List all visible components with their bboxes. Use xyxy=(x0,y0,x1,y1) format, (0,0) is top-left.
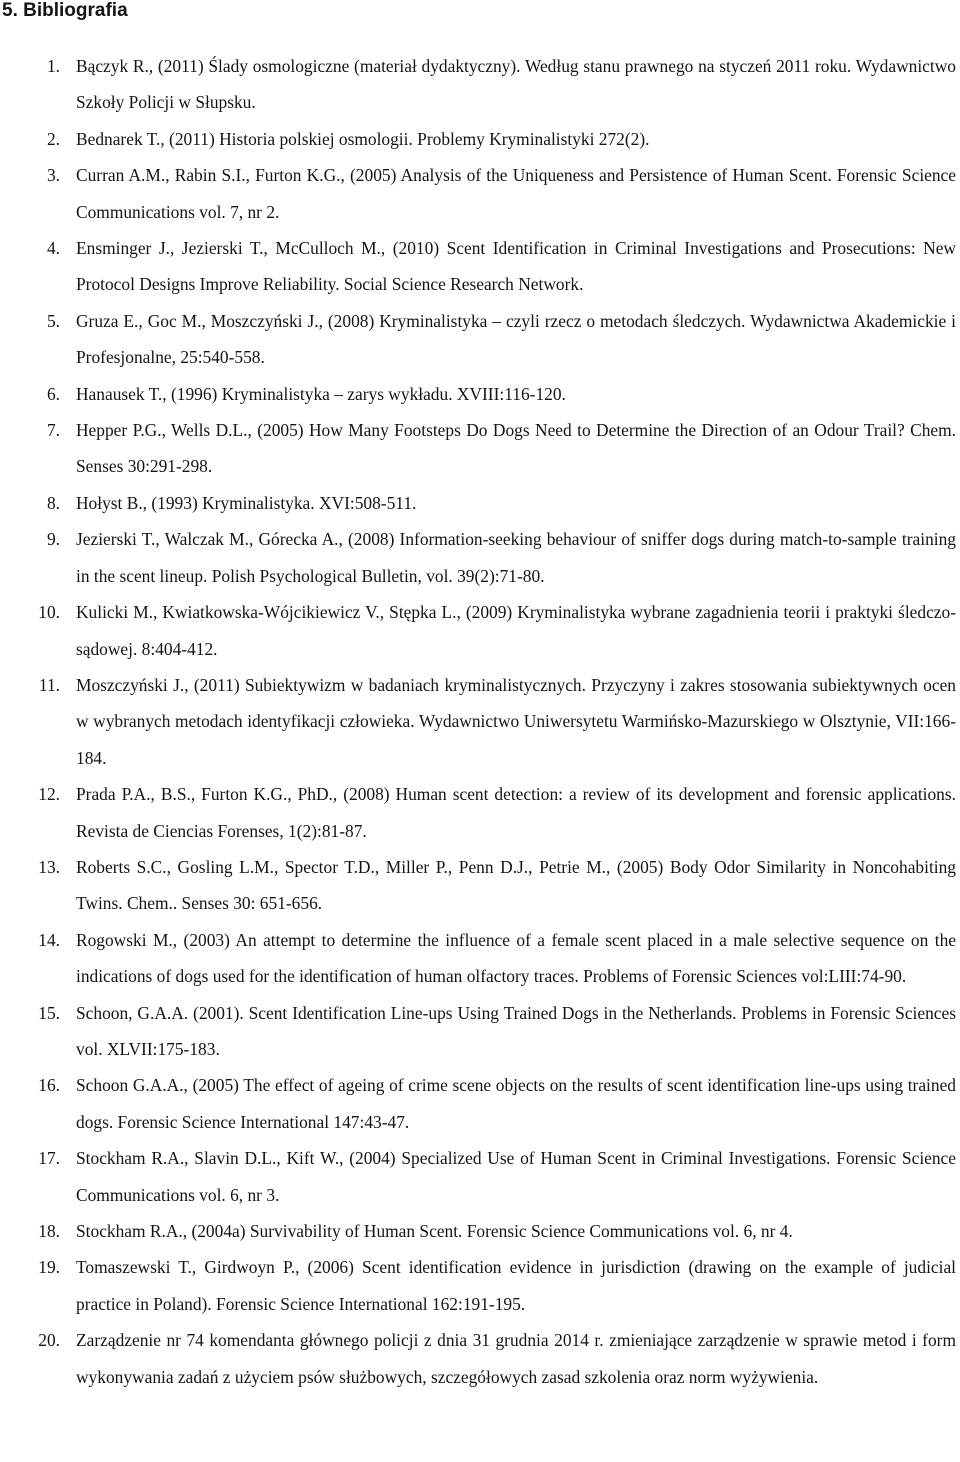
bibliography-list xyxy=(0,48,960,1395)
entry-number: 16. xyxy=(38,1075,60,1096)
entry-number: 2. xyxy=(46,128,60,149)
bibliography-entry xyxy=(0,995,960,1068)
entry-text: Ensminger J., Jezierski T., McCulloch M., (2010) Scent Identification in Criminal Investigations and Prosecutions: New Protocol Designs Improve Reliability. Social Science Research Network. xyxy=(76,238,956,295)
entry-number: 17. xyxy=(38,1148,60,1169)
entry-number: 9. xyxy=(46,529,60,550)
entry-number: 15. xyxy=(38,1002,60,1023)
entry-number: 12. xyxy=(38,784,60,805)
bibliography-entry xyxy=(0,48,960,121)
bibliography-entry xyxy=(0,776,960,849)
bibliography-entry xyxy=(0,157,960,230)
section-heading: 5. Bibliografia xyxy=(2,0,128,21)
entry-text: Zarządzenie nr 74 komendanta głównego policji z dnia 31 grudnia 2014 r. zmieniające zarządzenie w sprawie metod i form wykonywania zadań z użyciem psów służbowych, szczegółowych zasad szkolenia oraz norm wyżywienia. xyxy=(76,1330,956,1387)
bibliography-entry xyxy=(0,594,960,667)
entry-text: Tomaszewski T., Girdwoyn P., (2006) Scent identification evidence in jurisdiction (drawing on the example of judicial practice in Poland). Forensic Science International 162:191-195. xyxy=(76,1257,956,1314)
entry-text: Bednarek T., (2011) Historia polskiej osmologii. Problemy Kryminalistyki 272(2). xyxy=(76,128,650,149)
bibliography-entry xyxy=(0,485,960,521)
bibliography-entry xyxy=(0,230,960,303)
entry-number: 14. xyxy=(38,929,60,950)
entry-text: Schoon G.A.A., (2005) The effect of ageing of crime scene objects on the results of scent identification line-ups using trained dogs. Forensic Science International 147:43-47. xyxy=(76,1075,956,1132)
entry-text: Hanausek T., (1996) Kryminalistyka – zarys wykładu. XVIII:116-120. xyxy=(76,383,566,404)
entry-number: 13. xyxy=(38,856,60,877)
bibliography-entry xyxy=(0,121,960,157)
entry-text: Curran A.M., Rabin S.I., Furton K.G., (2005) Analysis of the Uniqueness and Persistence of Human Scent. Forensic Science Communications vol. 7, nr 2. xyxy=(76,165,956,222)
entry-text: Gruza E., Goc M., Moszczyński J., (2008) Kryminalistyka – czyli rzecz o metodach śledczych. Wydawnictwa Akademickie i Profesjonalne, 25:540-558. xyxy=(76,310,956,368)
bibliography-entry xyxy=(0,376,960,412)
entry-text: Prada P.A., B.S., Furton K.G., PhD., (2008) Human scent detection: a review of its development and forensic applications. Revista de Ciencias Forenses, 1(2):81-87. xyxy=(76,784,956,841)
entry-text: Bączyk R., (2011) Ślady osmologiczne (materiał dydaktyczny). Według stanu prawnego na styczeń 2011 roku. Wydawnictwo Szkoły Policji w Słupsku. xyxy=(76,56,956,113)
bibliography-entry xyxy=(0,1249,960,1322)
entry-number: 10. xyxy=(38,602,60,623)
bibliography-entry xyxy=(0,1213,960,1249)
bibliography-entry xyxy=(0,303,960,376)
entry-number: 6. xyxy=(46,383,60,404)
entry-number: 18. xyxy=(38,1221,60,1241)
entry-number: 7. xyxy=(46,420,60,441)
bibliography-entry xyxy=(0,1140,960,1213)
entry-number: 11. xyxy=(38,674,60,695)
entry-number: 20. xyxy=(38,1330,60,1351)
entry-text: Moszczyński J., (2011) Subiektywizm w badaniach kryminalistycznych. Przyczyny i zakres stosowania subiektywnych ocen w wybranych metodach identyfikacji człowieka. Wydawnictwo Uniwersytetu Warmińsko-Mazurskiego w Olsztynie, VII:166-184. xyxy=(76,674,956,768)
entry-text: Roberts S.C., Gosling L.M., Spector T.D., Miller P., Penn D.J., Petrie M., (2005) Body Odor Similarity in Noncohabiting Twins. Chem.. Senses 30: 651-656. xyxy=(76,856,956,914)
entry-number: 4. xyxy=(46,238,60,259)
entry-number: 19. xyxy=(38,1257,60,1278)
bibliography-entry xyxy=(0,521,960,594)
bibliography-entry xyxy=(0,1067,960,1140)
bibliography-entry xyxy=(0,1322,960,1395)
entry-text: Stockham R.A., (2004a) Survivability of Human Scent. Forensic Science Communications vol. 6, nr 4. xyxy=(76,1221,793,1241)
entry-text: Jezierski T., Walczak M., Górecka A., (2008) Information-seeking behaviour of sniffer dogs during match-to-sample training in the scent lineup. Polish Psychological Bulletin, vol. 39(2):71-80. xyxy=(76,529,956,586)
bibliography-entry xyxy=(0,922,960,995)
bibliography-entry xyxy=(0,849,960,922)
entry-number: 3. xyxy=(46,165,60,186)
entry-number: 5. xyxy=(46,310,60,331)
entry-number: 8. xyxy=(46,492,60,513)
entry-text: Rogowski M., (2003) An attempt to determine the influence of a female scent placed in a male selective sequence on the indications of dogs used for the identification of human olfactory traces. Problems of Forensic Sciences vol:LIII:74-90. xyxy=(76,929,956,987)
entry-text: Kulicki M., Kwiatkowska-Wójcikiewicz V., Stępka L., (2009) Kryminalistyka wybrane zagadnienia teorii i praktyki śledczo-sądowej. 8:404-412. xyxy=(76,602,956,659)
bibliography-entry xyxy=(0,412,960,485)
entry-text: Hołyst B., (1993) Kryminalistyka. XVI:508-511. xyxy=(76,492,417,513)
bibliography-entry xyxy=(0,667,960,776)
entry-text: Schoon, G.A.A. (2001). Scent Identification Line-ups Using Trained Dogs in the Netherlands. Problems in Forensic Sciences vol. XLVII:175-183. xyxy=(76,1002,956,1059)
entry-number: 1. xyxy=(46,56,60,76)
entry-text: Hepper P.G., Wells D.L., (2005) How Many Footsteps Do Dogs Need to Determine the Direction of an Odour Trail? Chem. Senses 30:291-298. xyxy=(76,420,956,477)
entry-text: Stockham R.A., Slavin D.L., Kift W., (2004) Specialized Use of Human Scent in Criminal Investigations. Forensic Science Communications vol. 6, nr 3. xyxy=(76,1148,956,1205)
